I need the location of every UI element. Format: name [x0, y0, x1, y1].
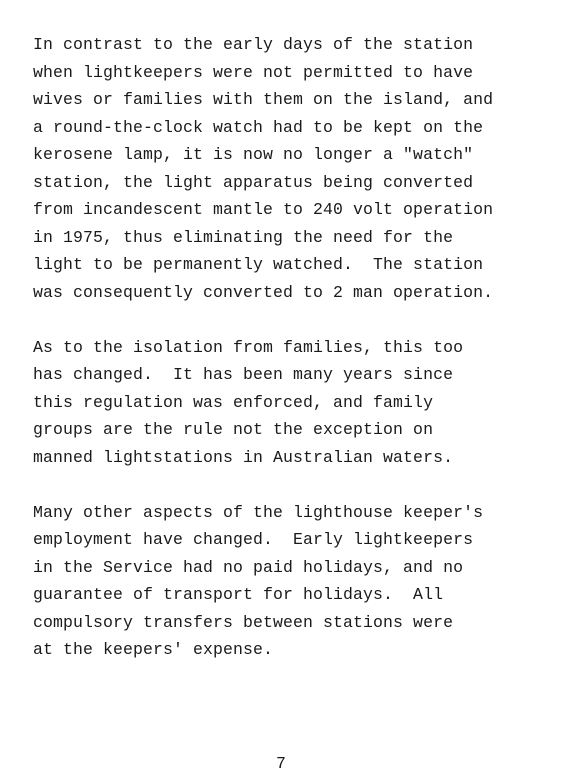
text-line: guarantee of transport for holidays. All — [33, 585, 444, 604]
paragraph-3 — [33, 499, 558, 664]
text-line: Many other aspects of the lighthouse keeper's — [33, 502, 484, 522]
text-line: In contrast to the early days of the station — [33, 35, 474, 54]
paragraph-2 — [33, 334, 558, 472]
text-line: groups are the rule not the exception on — [33, 420, 434, 439]
text-line: employment have changed. Early lightkeepers — [33, 530, 474, 549]
text-line: has changed. It has been many years since — [33, 365, 454, 384]
text-line: station, the light apparatus being converted — [33, 172, 474, 192]
text-line: As to the isolation from families, this too — [33, 337, 464, 357]
text-line: at the keepers' expense. — [33, 640, 274, 659]
paragraph-1 — [33, 31, 558, 306]
text-line: wives or families with them on the island, and — [33, 90, 494, 109]
text-line: light to be permanently watched. The station — [33, 255, 484, 274]
text-line: kerosene lamp, it is now no longer a "watch" — [33, 145, 474, 164]
body-text — [33, 31, 558, 664]
text-line: from incandescent mantle to 240 volt operation — [33, 200, 494, 219]
text-line: a round-the-clock watch had to be kept on the — [33, 117, 484, 137]
text-line: in 1975, thus eliminating the need for the — [33, 227, 454, 247]
page-number: 7 — [275, 754, 286, 773]
text-line: this regulation was enforced, and family — [33, 392, 434, 412]
text-line: in the Service had no paid holidays, and no — [33, 557, 464, 577]
text-line: was consequently converted to 2 man operation. — [33, 282, 494, 302]
text-line: compulsory transfers between stations were — [33, 612, 454, 632]
text-line: manned lightstations in Australian waters. — [33, 447, 454, 467]
text-line: when lightkeepers were not permitted to have — [33, 62, 474, 82]
